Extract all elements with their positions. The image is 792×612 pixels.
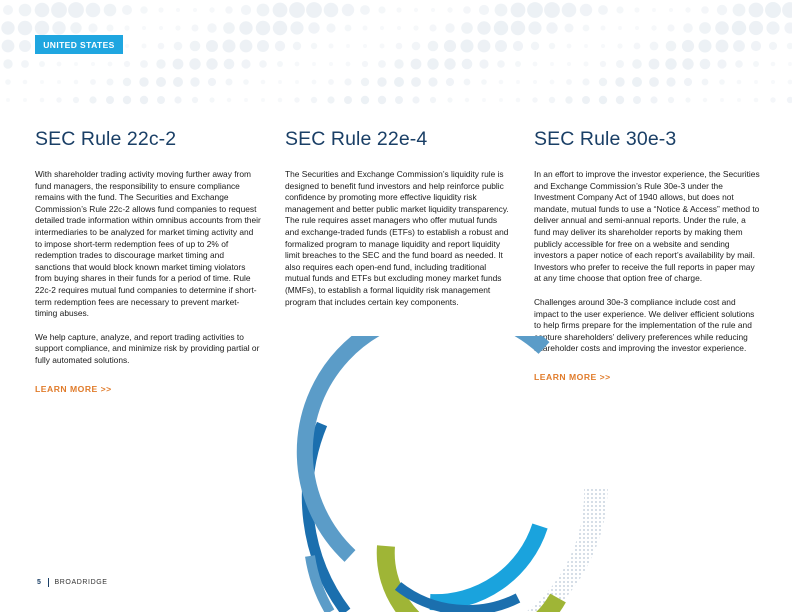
decorative-dot-pattern [0,0,792,120]
decorative-ring-graphic [290,336,630,612]
rule-30e-3-paragraph-2: Challenges around 30e-3 compliance include cost and impact to the user experience. We deliver efficient solutions to help firms prepare for the implementation of the rule and capture shareholders’ delivery preferences while reducing shareholder costs and improving the investor experience. [534,296,755,354]
rule-22c-2-learn-more-link[interactable]: LEARN MORE >> [35,383,112,394]
ring-cyan [430,526,540,602]
footer-divider [48,578,49,587]
rule-22e-4-paragraph-1: The Securities and Exchange Commission’s liquidity rule is designed to benefit fund investors and help reinforce public confidence by promoting more effective liquidity risk management and better public market liquidity transparency. The rule requires asset managers who offer mutual funds and exchange-traded funds (ETFs) to establish a robust and formalized program to manage liquidity and report liquidity limit breaches to the SEC and the fund board as needed. It also requires each open-end fund, including traditional mutual funds and ETFs but excluding money market funds (MMFs), to establish a formal liquidity risk management program that includes certain key components. [285,169,509,307]
page-number: 5 [37,579,42,586]
rule-30e-3-learn-more-link[interactable]: LEARN MORE >> [534,371,611,382]
region-badge [35,35,123,54]
rule-22c-2-paragraph-1: With shareholder trading activity moving further away from fund managers, the responsibility to ensure compliance remains with the fund. The Securities and Exchange Commission’s Rule 22c-2 allows fund companies to request detailed trade information within omnibus accounts from their intermediaries to be analyzed for market timing activity and to impose short-term redemption fees of up to 2% of redemption trades to discourage market timing and sanctions that would block known market timing violators from buying shares in their funds for a period of time. Rule 22c-2 requires mutual fund companies to determine if short-term redemption fees are necessary to prevent market-timing abuses. [35,169,261,319]
rule-22c-2-heading: SEC Rule 22c-2 [35,128,177,150]
footer-brand: BROADRIDGE [54,579,108,586]
column-rule-22c-2 [35,128,261,397]
column-rule-22e-4 [285,128,511,320]
rule-22c-2-paragraph-2: We help capture, analyze, and report trading activities to support compliance, and minimize risk by providing partial or fully automated solutions. [35,331,260,365]
region-badge-label: UNITED STATES [43,39,115,50]
rule-30e-3-paragraph-1: In an effort to improve the investor experience, the Securities and Exchange Commission’s Rule 30e-3 under the Investment Company Act of 1940 allows, but does not mandate, mutual funds to use a “Notice & Access” method to deliver annual and semi-annual reports. Under the rule, a fund may deliver its shareholder reports by making them publicly accessible for free on a website and sending investors a paper notice of each report’s availability by mail. Investors who prefer to receive the full reports in paper may at any time choose that option free of charge. [534,169,760,284]
ring-light-blue [305,336,544,556]
rule-22e-4-heading: SEC Rule 22e-4 [285,128,428,150]
rule-30e-3-heading: SEC Rule 30e-3 [534,128,677,150]
page-footer [37,578,108,587]
